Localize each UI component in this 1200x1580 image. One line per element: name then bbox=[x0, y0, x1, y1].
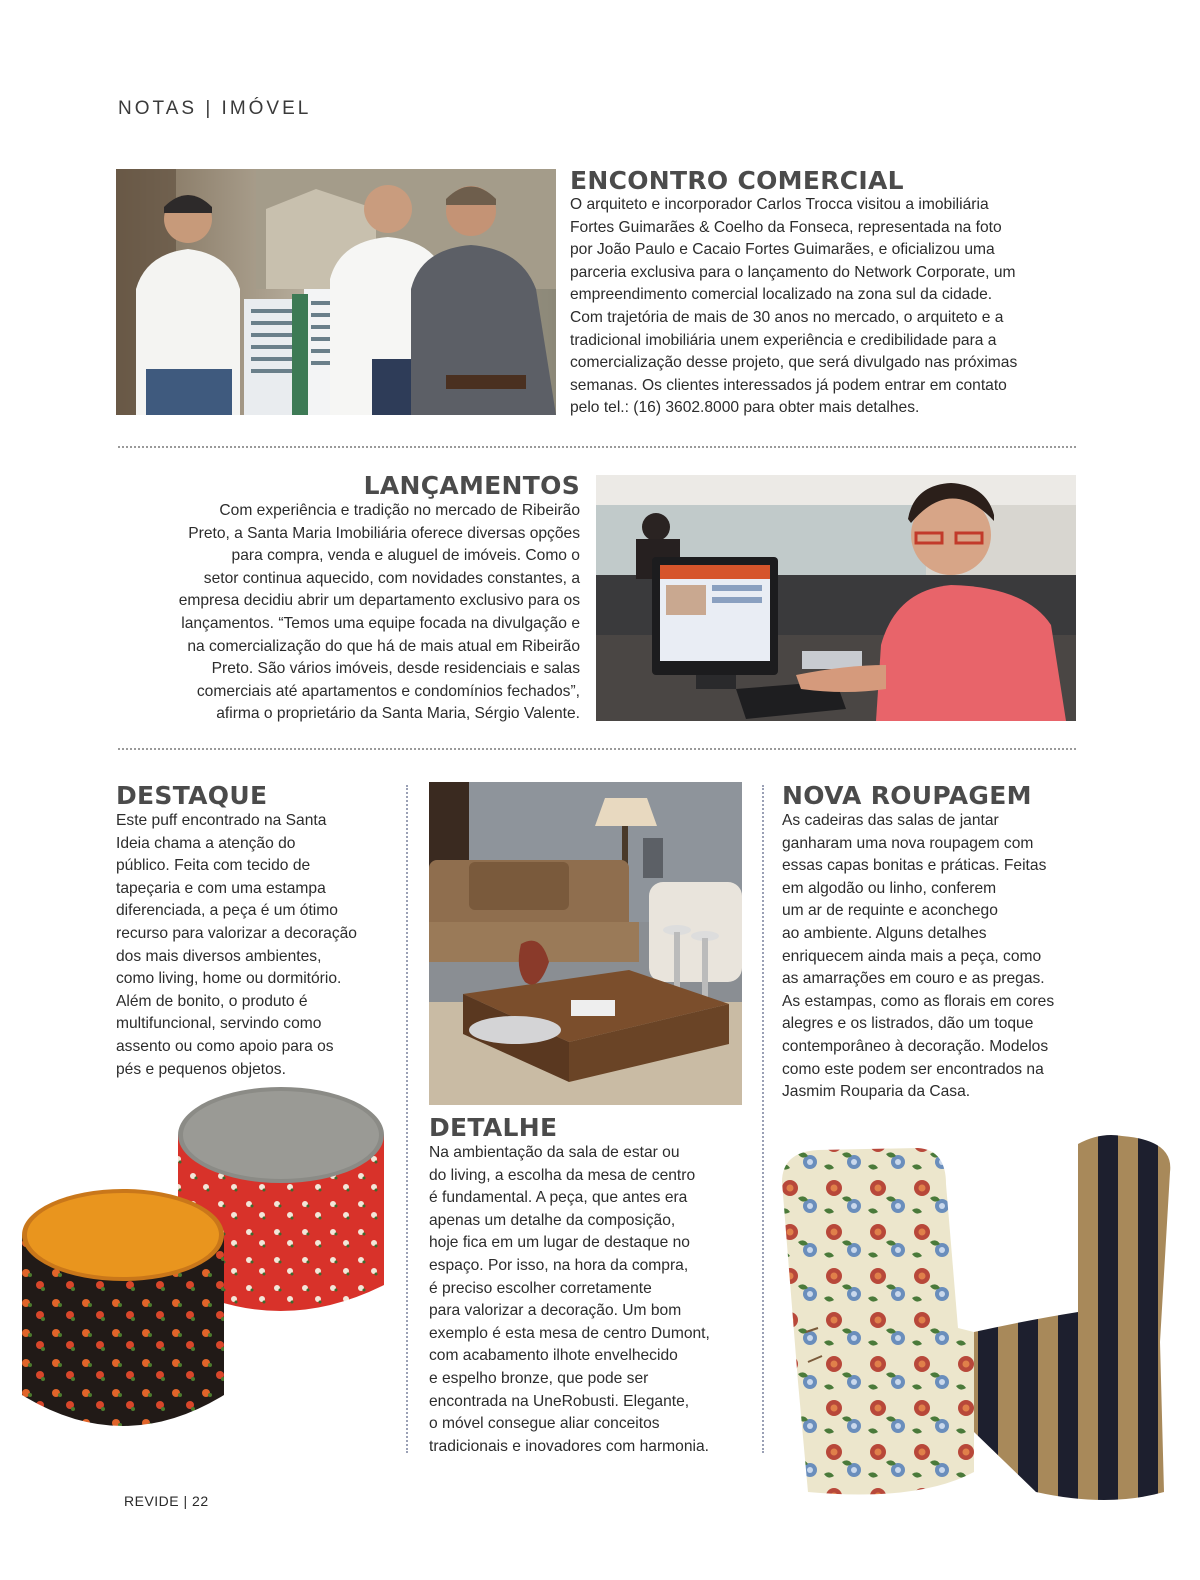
text-line: público. Feita com tecido de bbox=[116, 857, 311, 875]
text-line: exemplo é esta mesa de centro Dumont, bbox=[429, 1324, 710, 1342]
text-line: Fortes Guimarães & Coelho da Fonseca, representada na foto bbox=[570, 218, 1002, 236]
text-line: tapeçaria e com uma estampa bbox=[116, 879, 326, 897]
text-line: na comercialização do que há de mais atual em Ribeirão bbox=[187, 637, 580, 655]
text-line: recurso para valorizar a decoração bbox=[116, 924, 357, 942]
text-line: para compra, venda e aluguel de imóveis. Como o bbox=[231, 547, 580, 565]
divider bbox=[118, 446, 1076, 448]
text-line: ao ambiente. Alguns detalhes bbox=[782, 924, 987, 942]
lancamentos-body bbox=[100, 500, 580, 726]
text-line: diferenciada, a peça é um ótimo bbox=[116, 902, 338, 920]
text-line: comerciais até apartamentos e condomínios fechados”, bbox=[196, 682, 580, 700]
detalhe-body bbox=[429, 1142, 749, 1458]
text-line: enriquecem ainda mais a peça, como bbox=[782, 947, 1042, 965]
text-line: hoje fica em um lugar de destaque no bbox=[429, 1234, 690, 1252]
text-line: com acabamento ilhote envelhecido bbox=[429, 1347, 678, 1365]
text-line: Na ambientação da sala de estar ou bbox=[429, 1144, 680, 1161]
text-line: As cadeiras das salas de jantar bbox=[782, 812, 999, 829]
text-line: pés e pequenos objetos. bbox=[116, 1060, 286, 1078]
text-line: empreendimento comercial localizado na zona sul da cidade. bbox=[570, 286, 993, 304]
divider bbox=[118, 748, 1076, 750]
text-line: pelo tel.: (16) 3602.8000 para obter mais detalhes. bbox=[570, 399, 920, 417]
text-line: comercialização desse projeto, que será divulgado nas próximas bbox=[570, 354, 1018, 372]
destaque-title: DESTAQUE bbox=[116, 781, 268, 810]
text-line: o móvel consegue aliar conceitos bbox=[429, 1415, 660, 1433]
detalhe-title: DETALHE bbox=[429, 1113, 558, 1142]
destaque-body bbox=[116, 810, 401, 1081]
column-divider bbox=[406, 785, 408, 1453]
text-line: em algodão ou linho, conferem bbox=[782, 879, 997, 897]
text-line: como este podem ser encontrados na bbox=[782, 1060, 1044, 1078]
text-line: tradicional imobiliária unem experiência e credibilidade para a bbox=[570, 331, 997, 349]
text-line: dos mais diversos ambientes, bbox=[116, 947, 322, 965]
text-line: encontrada na UneRobusti. Elegante, bbox=[429, 1392, 690, 1410]
text-line: Com experiência e tradição no mercado de Ribeirão bbox=[219, 502, 580, 519]
text-line: é preciso escolher corretamente bbox=[429, 1279, 652, 1297]
text-line: é fundamental. A peça, que antes era bbox=[429, 1189, 688, 1207]
photo-chair-covers bbox=[778, 1132, 1178, 1508]
photo-puffs bbox=[18, 1085, 390, 1455]
text-line: apenas um detalhe da composição, bbox=[429, 1211, 676, 1229]
text-line: assento ou como apoio para os bbox=[116, 1037, 334, 1055]
text-line: semanas. Os clientes interessados já podem entrar em contato bbox=[570, 376, 1007, 394]
text-line: por João Paulo e Cacaio Fortes Guimarães, e oficializou uma bbox=[570, 241, 995, 259]
photo-man-at-computer bbox=[596, 475, 1076, 721]
text-line: afirma o proprietário da Santa Maria, Sérgio Valente. bbox=[216, 705, 580, 723]
text-line: Preto, a Santa Maria Imobiliária oferece diversas opções bbox=[188, 524, 580, 542]
text-line: do living, a escolha da mesa de centro bbox=[429, 1166, 696, 1184]
nova-roupagem-title: NOVA ROUPAGEM bbox=[782, 781, 1032, 810]
text-line: essas capas bonitas e práticas. Feitas bbox=[782, 857, 1047, 875]
text-line: Preto. São vários imóveis, desde residenciais e salas bbox=[211, 660, 580, 678]
text-line: ganharam uma nova roupagem com bbox=[782, 834, 1034, 852]
text-line: contemporâneo à decoração. Modelos bbox=[782, 1037, 1049, 1055]
section-label: NOTAS | IMÓVEL bbox=[118, 98, 312, 119]
text-line: Além de bonito, o produto é bbox=[116, 992, 308, 1010]
text-line: parceria exclusiva para o lançamento do Network Corporate, um bbox=[570, 263, 1016, 281]
text-line: espaço. Por isso, na hora da compra, bbox=[429, 1256, 689, 1274]
text-line: Ideia chama a atenção do bbox=[116, 834, 296, 852]
text-line: tradicionais e inovadores com harmonia. bbox=[429, 1437, 709, 1455]
text-line: Jasmim Rouparia da Casa. bbox=[782, 1083, 971, 1101]
nova-roupagem-body bbox=[782, 810, 1082, 1104]
text-line: as amarrações em couro e as pregas. bbox=[782, 970, 1045, 988]
text-line: um ar de requinte e aconchego bbox=[782, 902, 998, 920]
text-line: lançamentos. “Temos uma equipe focada na divulgação e bbox=[181, 614, 580, 632]
text-line: Com trajetória de mais de 30 anos no mercado, o arquiteto e a bbox=[570, 308, 1004, 326]
column-divider bbox=[762, 785, 764, 1453]
text-line: O arquiteto e incorporador Carlos Trocca visitou a imobiliária bbox=[570, 196, 989, 213]
text-line: empresa decidiu abrir um departamento exclusivo para os bbox=[178, 592, 580, 610]
encontro-title: ENCONTRO COMERCIAL bbox=[570, 166, 904, 195]
photo-three-men-with-model bbox=[116, 169, 556, 415]
text-line: multifuncional, servindo como bbox=[116, 1015, 322, 1033]
text-line: alegres e os listrados, dão um toque bbox=[782, 1015, 1034, 1033]
text-line: para valorizar a decoração. Um bom bbox=[429, 1302, 682, 1320]
photo-living-room bbox=[429, 782, 742, 1105]
text-line: setor continua aquecido, com novidades constantes, a bbox=[203, 569, 580, 587]
text-line: Este puff encontrado na Santa bbox=[116, 812, 327, 829]
lancamentos-title: LANÇAMENTOS bbox=[363, 471, 580, 500]
page-footer: REVIDE | 22 bbox=[124, 1493, 209, 1509]
text-line: e espelho bronze, que pode ser bbox=[429, 1369, 649, 1387]
encontro-body bbox=[570, 194, 1090, 420]
text-line: como living, home ou dormitório. bbox=[116, 970, 342, 988]
text-line: As estampas, como as florais em cores bbox=[782, 992, 1055, 1010]
